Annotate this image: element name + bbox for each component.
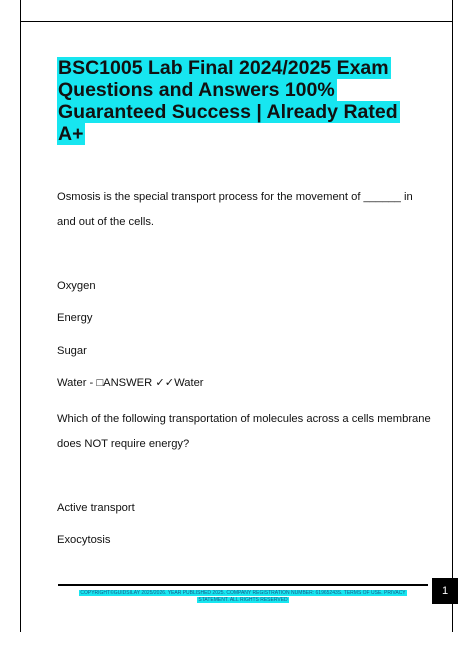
- page-frame-left-border: [20, 0, 21, 632]
- footer-rule: [58, 584, 428, 586]
- copyright-line-1: COPYRIGHT©GUIDSILAY 2025/2026. YEAR PUBLISHED 2025. COMPANY REGISTRATION NUMBER: 61965243S. TERMS OF USE. PRIVACY: [80, 590, 406, 596]
- option-exocytosis: Exocytosis: [57, 534, 111, 546]
- question-2-line-1: Which of the following transportation of molecules across a cells membrane: [57, 413, 431, 425]
- question-1-line-1: Osmosis is the special transport process for the movement of ______ in: [57, 191, 413, 203]
- title-line-2: Questions and Answers 100%: [58, 79, 335, 101]
- document-title: [57, 57, 427, 145]
- option-water-answer: [57, 376, 204, 390]
- check-mark-icon: ✓✓: [155, 376, 175, 389]
- question-1-line-2: and out of the cells.: [57, 216, 155, 228]
- page-number: 1: [432, 578, 458, 604]
- footer-copyright: [58, 590, 428, 610]
- option-active-transport: Active transport: [57, 502, 135, 514]
- option-sugar: Sugar: [57, 345, 87, 357]
- answer-value: Water: [174, 377, 204, 389]
- page-frame-right-border: [452, 0, 453, 632]
- answer-prefix: Water - □ANSWER: [57, 377, 156, 389]
- option-oxygen: Oxygen: [57, 280, 96, 292]
- option-energy: Energy: [57, 312, 93, 324]
- question-2-line-2: does NOT require energy?: [57, 438, 190, 450]
- title-line-1: BSC1005 Lab Final 2024/2025 Exam: [58, 57, 389, 79]
- title-line-3: Guaranteed Success | Already Rated A+: [58, 101, 398, 145]
- copyright-line-2: STATEMENT. ALL RIGHTS RESERVED: [198, 597, 288, 603]
- header-rule: [20, 21, 453, 22]
